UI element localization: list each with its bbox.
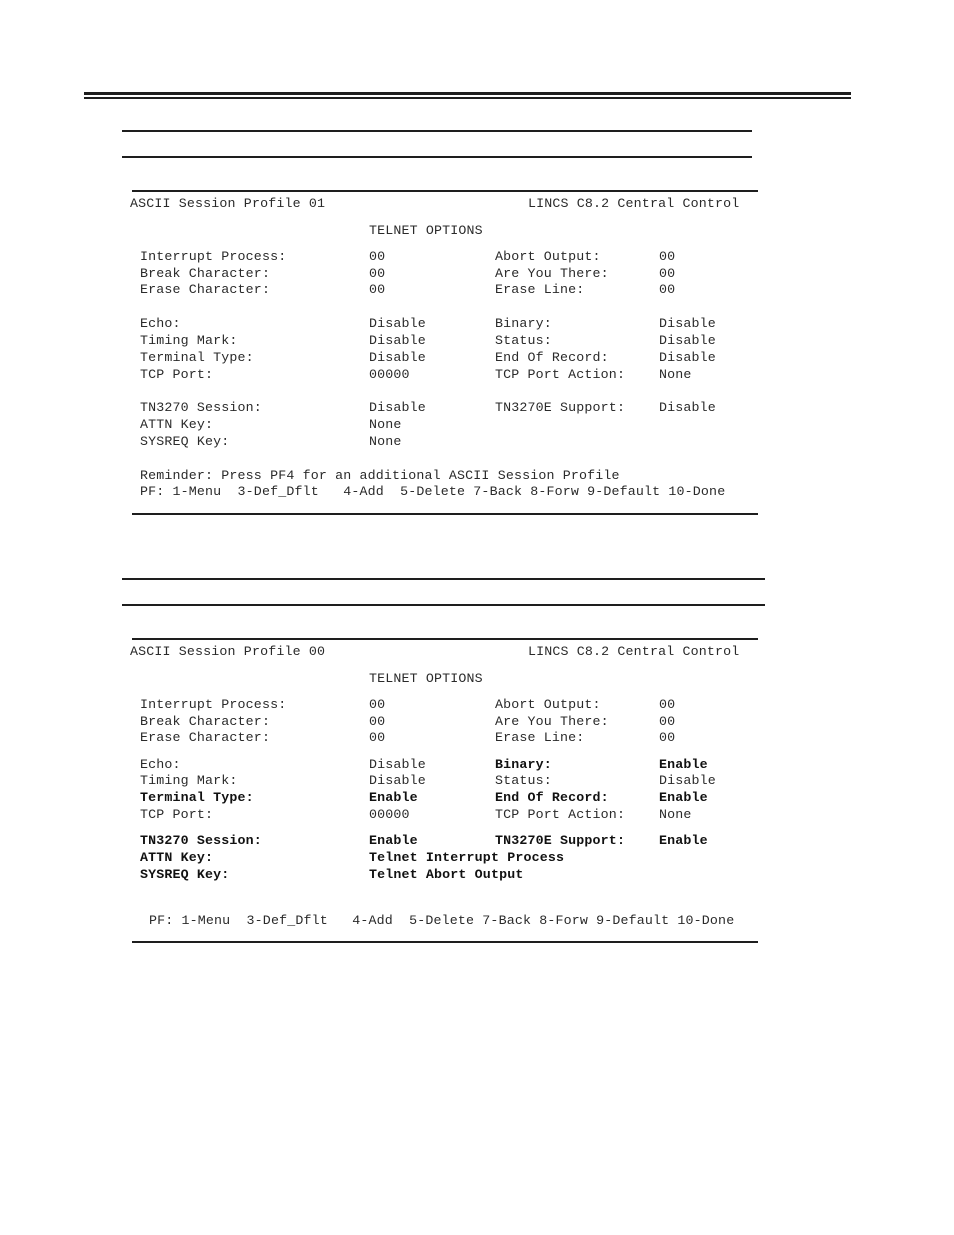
interrupt-process-field[interactable]: 00 — [369, 697, 386, 712]
break-character-field[interactable]: 00 — [369, 266, 386, 281]
figure1-caption-rule-bottom — [122, 156, 752, 158]
binary-label: Binary: — [495, 757, 552, 772]
status-field[interactable]: Disable — [659, 333, 716, 348]
tcp-port-action-field[interactable]: None — [659, 367, 692, 382]
tcp-port-action-label: TCP Port Action: — [495, 367, 626, 382]
terminal-type-label: Terminal Type: — [140, 350, 254, 365]
interrupt-process-label: Interrupt Process: — [140, 249, 287, 264]
end-of-record-field[interactable]: Enable — [659, 790, 708, 805]
break-character-label: Break Character: — [140, 266, 271, 281]
binary-field[interactable]: Enable — [659, 757, 708, 772]
end-of-record-field[interactable]: Disable — [659, 350, 716, 365]
sysreq-key-label: SYSREQ Key: — [140, 434, 230, 449]
timing-mark-label: Timing Mark: — [140, 333, 238, 348]
timing-mark-field[interactable]: Disable — [369, 773, 426, 788]
page-header-rule-bottom — [84, 97, 851, 99]
screen2-section-title: TELNET OPTIONS — [369, 671, 483, 686]
page-header-rule-top — [84, 92, 851, 95]
screen2-top-border — [132, 638, 758, 640]
status-field[interactable]: Disable — [659, 773, 716, 788]
sysreq-key-field[interactable]: Telnet Abort Output — [369, 867, 524, 882]
erase-character-field[interactable]: 00 — [369, 282, 386, 297]
are-you-there-label: Are You There: — [495, 714, 609, 729]
timing-mark-label: Timing Mark: — [140, 773, 238, 788]
tcp-port-field[interactable]: 00000 — [369, 367, 410, 382]
abort-output-label: Abort Output: — [495, 697, 601, 712]
terminal-type-field[interactable]: Disable — [369, 350, 426, 365]
terminal-type-label: Terminal Type: — [140, 790, 254, 805]
timing-mark-field[interactable]: Disable — [369, 333, 426, 348]
tn3270-session-label: TN3270 Session: — [140, 833, 262, 848]
erase-line-label: Erase Line: — [495, 282, 585, 297]
erase-line-field[interactable]: 00 — [659, 282, 676, 297]
screen1-section-title: TELNET OPTIONS — [369, 223, 483, 238]
screen1-app-title: LINCS C8.2 Central Control — [528, 196, 740, 211]
screen2-bottom-border — [132, 941, 758, 943]
interrupt-process-field[interactable]: 00 — [369, 249, 386, 264]
figure2-caption-rule-top — [122, 578, 765, 580]
screen1-top-border — [132, 190, 758, 192]
figure2-caption-rule-bottom — [122, 604, 765, 606]
abort-output-label: Abort Output: — [495, 249, 601, 264]
break-character-label: Break Character: — [140, 714, 271, 729]
tcp-port-field[interactable]: 00000 — [369, 807, 410, 822]
screen2-app-title: LINCS C8.2 Central Control — [528, 644, 740, 659]
sysreq-key-label: SYSREQ Key: — [140, 867, 230, 882]
interrupt-process-label: Interrupt Process: — [140, 697, 287, 712]
tn3270e-support-field[interactable]: Disable — [659, 400, 716, 415]
erase-character-label: Erase Character: — [140, 730, 271, 745]
attn-key-label: ATTN Key: — [140, 417, 214, 432]
echo-label: Echo: — [140, 757, 181, 772]
erase-line-field[interactable]: 00 — [659, 730, 676, 745]
attn-key-field[interactable]: None — [369, 417, 402, 432]
tcp-port-action-label: TCP Port Action: — [495, 807, 626, 822]
screen1-reminder: Reminder: Press PF4 for an additional ASCII Session Profile — [140, 468, 620, 483]
tn3270e-support-field[interactable]: Enable — [659, 833, 708, 848]
abort-output-field[interactable]: 00 — [659, 249, 676, 264]
screen2-pf-key-bar[interactable]: PF: 1-Menu 3-Def_Dflt 4-Add 5-Delete 7-Back 8-Forw 9-Default 10-Done — [149, 913, 735, 928]
status-label: Status: — [495, 773, 552, 788]
are-you-there-field[interactable]: 00 — [659, 714, 676, 729]
end-of-record-label: End Of Record: — [495, 350, 609, 365]
are-you-there-label: Are You There: — [495, 266, 609, 281]
screen1-pf-key-bar[interactable]: PF: 1-Menu 3-Def_Dflt 4-Add 5-Delete 7-Back 8-Forw 9-Default 10-Done — [140, 484, 726, 499]
sysreq-key-field[interactable]: None — [369, 434, 402, 449]
break-character-field[interactable]: 00 — [369, 714, 386, 729]
figure1-caption-rule-top — [122, 130, 752, 132]
tcp-port-label: TCP Port: — [140, 807, 214, 822]
erase-line-label: Erase Line: — [495, 730, 585, 745]
attn-key-label: ATTN Key: — [140, 850, 214, 865]
screen2-profile-title: ASCII Session Profile 00 — [130, 644, 326, 659]
tn3270-session-field[interactable]: Enable — [369, 833, 418, 848]
erase-character-label: Erase Character: — [140, 282, 271, 297]
abort-output-field[interactable]: 00 — [659, 697, 676, 712]
screen1-bottom-border — [132, 513, 758, 515]
tn3270e-support-label: TN3270E Support: — [495, 400, 626, 415]
echo-field[interactable]: Disable — [369, 316, 426, 331]
attn-key-field[interactable]: Telnet Interrupt Process — [369, 850, 565, 865]
echo-label: Echo: — [140, 316, 181, 331]
tcp-port-action-field[interactable]: None — [659, 807, 692, 822]
end-of-record-label: End Of Record: — [495, 790, 609, 805]
tn3270-session-field[interactable]: Disable — [369, 400, 426, 415]
tcp-port-label: TCP Port: — [140, 367, 214, 382]
are-you-there-field[interactable]: 00 — [659, 266, 676, 281]
erase-character-field[interactable]: 00 — [369, 730, 386, 745]
binary-label: Binary: — [495, 316, 552, 331]
tn3270-session-label: TN3270 Session: — [140, 400, 262, 415]
screen1-profile-title: ASCII Session Profile 01 — [130, 196, 326, 211]
binary-field[interactable]: Disable — [659, 316, 716, 331]
tn3270e-support-label: TN3270E Support: — [495, 833, 626, 848]
terminal-type-field[interactable]: Enable — [369, 790, 418, 805]
echo-field[interactable]: Disable — [369, 757, 426, 772]
status-label: Status: — [495, 333, 552, 348]
